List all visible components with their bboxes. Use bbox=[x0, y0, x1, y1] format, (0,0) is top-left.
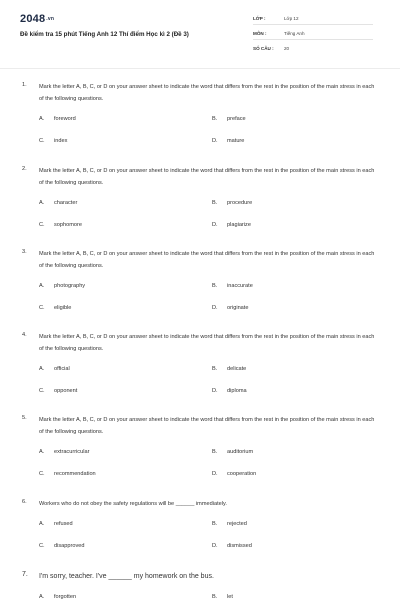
option-letter: B. bbox=[212, 116, 218, 122]
option-letter: A. bbox=[39, 449, 45, 455]
option-letter: B. bbox=[212, 366, 218, 372]
option-text: disapproved bbox=[54, 543, 85, 549]
option-letter: C. bbox=[39, 222, 45, 228]
question-text: I'm sorry, teacher. I've ______ my homework on the bus. bbox=[39, 573, 214, 580]
question-text: Mark the letter A, B, C, or D on your answer sheet to indicate the word that differs from the rest in the position of the main stress in each of the following questions. bbox=[39, 168, 375, 186]
option-letter: D. bbox=[212, 138, 218, 144]
option-text: photography bbox=[54, 283, 86, 289]
question-number: 1. bbox=[22, 82, 27, 88]
meta-label: SỐ CÂU : bbox=[253, 46, 274, 51]
option-text: official bbox=[54, 366, 70, 372]
option-letter: C. bbox=[39, 305, 45, 311]
option-letter: D. bbox=[212, 388, 218, 394]
meta-value: Tiếng Anh bbox=[284, 31, 305, 36]
question-number: 4. bbox=[22, 332, 27, 338]
option-text: procedure bbox=[227, 200, 253, 206]
option-text: forgotten bbox=[54, 594, 77, 600]
option-letter: C. bbox=[39, 388, 45, 394]
option-text: refused bbox=[54, 521, 73, 527]
option-text: auditorium bbox=[227, 449, 254, 455]
option-letter: C. bbox=[39, 471, 45, 477]
option-text: opponent bbox=[54, 388, 78, 394]
option-letter: B. bbox=[212, 283, 218, 289]
meta-label: MÔN : bbox=[253, 31, 267, 36]
header-divider bbox=[0, 68, 400, 69]
site-logo[interactable] bbox=[20, 13, 54, 25]
option-letter: D. bbox=[212, 543, 218, 549]
option-letter: A. bbox=[39, 521, 45, 527]
option-text: cooperation bbox=[227, 471, 257, 477]
option-letter: C. bbox=[39, 138, 45, 144]
meta-divider bbox=[253, 39, 373, 40]
option-text: plagiarize bbox=[227, 222, 251, 228]
option-text: eligible bbox=[54, 305, 72, 311]
question-text: Mark the letter A, B, C, or D on your answer sheet to indicate the word that differs from the rest in the position of the main stress in each of the following questions. bbox=[39, 417, 375, 435]
option-text: foreword bbox=[54, 116, 76, 122]
option-text: inaccurate bbox=[227, 283, 253, 289]
document-title: Đề kiểm tra 15 phút Tiếng Anh 12 Thí điểm Học kì 2 (Đề 3) bbox=[20, 31, 189, 38]
option-letter: B. bbox=[212, 200, 218, 206]
option-text: let bbox=[227, 594, 233, 600]
option-text: delicate bbox=[227, 366, 247, 372]
option-letter: D. bbox=[212, 305, 218, 311]
meta-label: LỚP : bbox=[253, 16, 266, 21]
option-text: originate bbox=[227, 305, 249, 311]
question-number: 6. bbox=[22, 499, 27, 505]
option-letter: B. bbox=[212, 521, 218, 527]
document-header bbox=[0, 0, 400, 66]
option-letter: A. bbox=[39, 200, 45, 206]
option-letter: A. bbox=[39, 116, 45, 122]
option-text: sophomore bbox=[54, 222, 82, 228]
meta-divider bbox=[253, 24, 373, 25]
question-text: Workers who do not obey the safety regulations will be ______ immediately. bbox=[39, 501, 227, 507]
option-text: recommendation bbox=[54, 471, 96, 477]
option-letter: C. bbox=[39, 543, 45, 549]
option-letter: A. bbox=[39, 366, 45, 372]
question-number: 7. bbox=[22, 571, 28, 578]
option-text: diploma bbox=[227, 388, 247, 394]
question-text: Mark the letter A, B, C, or D on your answer sheet to indicate the word that differs from the rest in the position of the main stress in each of the following questions. bbox=[39, 84, 375, 102]
question-number: 5. bbox=[22, 415, 27, 421]
question-text: Mark the letter A, B, C, or D on your answer sheet to indicate the word that differs from the rest in the position of the main stress in each of the following questions. bbox=[39, 251, 375, 269]
meta-value: 20 bbox=[284, 46, 290, 51]
option-letter: B. bbox=[212, 594, 218, 600]
option-text: extracurricular bbox=[54, 449, 90, 455]
option-text: preface bbox=[227, 116, 246, 122]
question-number: 2. bbox=[22, 166, 27, 172]
option-text: character bbox=[54, 200, 78, 206]
option-letter: A. bbox=[39, 594, 45, 600]
logo-text: 2048 bbox=[20, 13, 46, 25]
logo-domain: .vn bbox=[46, 16, 55, 23]
option-letter: D. bbox=[212, 471, 218, 477]
option-text: rejected bbox=[227, 521, 247, 527]
option-letter: D. bbox=[212, 222, 218, 228]
option-text: mature bbox=[227, 138, 245, 144]
question-number: 3. bbox=[22, 249, 27, 255]
option-letter: A. bbox=[39, 283, 45, 289]
meta-value: Lớp 12 bbox=[284, 16, 299, 21]
question-text: Mark the letter A, B, C, or D on your answer sheet to indicate the word that differs from the rest in the position of the main stress in each of the following questions. bbox=[39, 334, 375, 352]
option-letter: B. bbox=[212, 449, 218, 455]
option-text: index bbox=[54, 138, 68, 144]
option-text: dismissed bbox=[227, 543, 252, 549]
